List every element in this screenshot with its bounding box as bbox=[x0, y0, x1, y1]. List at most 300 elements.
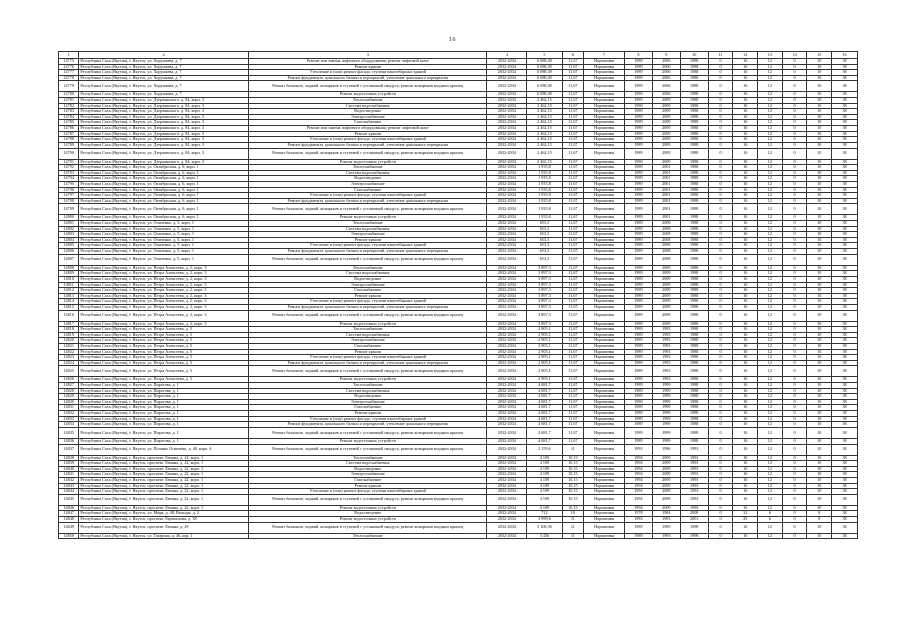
table-row bbox=[59, 533, 858, 539]
table-cell: 0 bbox=[708, 338, 733, 344]
table-cell: 32 bbox=[733, 511, 758, 517]
table-cell: 14814 bbox=[59, 299, 79, 305]
table-cell: Ремонт водосточных устройств bbox=[249, 517, 487, 523]
table-cell: 1988 bbox=[680, 170, 708, 176]
table-cell: 12 bbox=[758, 137, 783, 143]
table-cell: 38 bbox=[832, 92, 858, 98]
table-cell: 14838 bbox=[59, 455, 79, 461]
table-cell: 12 bbox=[758, 288, 783, 294]
table-cell: 12 bbox=[758, 243, 783, 249]
table-cell: Республика Саха (Якутия), г. Якутск, ул. Октябрьская, д. 6, корп. 1 bbox=[79, 198, 249, 204]
table-cell: 38 bbox=[832, 327, 858, 333]
table-cell: 0 bbox=[782, 282, 807, 288]
table-cell: Нормативн bbox=[584, 377, 625, 383]
table-cell: 0 bbox=[708, 355, 733, 361]
table-cell: 14791 bbox=[59, 159, 79, 165]
column-header: 11 bbox=[708, 52, 733, 59]
table-cell: 2032-2034 bbox=[487, 489, 527, 495]
table-cell: Теплоснабжение bbox=[249, 533, 487, 539]
table-cell: 10 bbox=[807, 276, 832, 282]
table-cell: Ремонт или замена лифтового оборудования, ремонт лифтовой шахт bbox=[249, 126, 487, 132]
table-cell: 2032-2034 bbox=[487, 159, 527, 165]
table-cell: 1988 bbox=[680, 165, 708, 171]
table-cell: 14836 bbox=[59, 438, 79, 444]
table-cell: 0 bbox=[708, 472, 733, 478]
table-cell: 38 bbox=[832, 114, 858, 120]
table-cell: 0 bbox=[782, 226, 807, 232]
table-cell: 2009 bbox=[652, 299, 680, 305]
table-cell: 12 bbox=[758, 193, 783, 199]
table-cell: 14846 bbox=[59, 505, 79, 511]
table-cell: 1988 bbox=[680, 327, 708, 333]
table-cell: 16 bbox=[733, 505, 758, 511]
table-cell: 1993 bbox=[652, 366, 680, 377]
table-cell: 2006 bbox=[652, 81, 680, 92]
table-cell: 1993 bbox=[652, 349, 680, 355]
table-cell: 0 bbox=[708, 148, 733, 159]
table-cell: 1988 bbox=[680, 360, 708, 366]
table-cell: 0 bbox=[708, 332, 733, 338]
table-cell: 38 bbox=[832, 165, 858, 171]
table-cell: 14788 bbox=[59, 137, 79, 143]
table-cell: 10 bbox=[807, 237, 832, 243]
table-cell: Нормативн bbox=[584, 276, 625, 282]
table-cell: 11,67 bbox=[562, 170, 583, 176]
table-cell: 0 bbox=[708, 81, 733, 92]
table-cell: 2032-2034 bbox=[487, 310, 527, 321]
table-cell: 1989 bbox=[624, 321, 652, 327]
table-cell: 38 bbox=[832, 299, 858, 305]
table-cell: 11 bbox=[562, 444, 583, 455]
table-cell: 1996 bbox=[652, 444, 680, 455]
table-cell: 1993 bbox=[680, 461, 708, 467]
table-cell: Теплоснабжение bbox=[249, 265, 487, 271]
table-cell: 10,15 bbox=[562, 461, 583, 467]
table-cell: Республика Саха (Якутия), г. Якутск, ул. Пирогова, д. 1 bbox=[79, 427, 249, 438]
table-cell: Республика Саха (Якутия), г. Якутск, проспект Ленина, д. 22, корп. 1 bbox=[79, 494, 249, 505]
table-cell: Нормативн bbox=[584, 232, 625, 238]
table-cell: 10 bbox=[807, 193, 832, 199]
table-cell: 14834 bbox=[59, 422, 79, 428]
table-cell: 0 bbox=[708, 198, 733, 204]
table-cell: Нормативн bbox=[584, 271, 625, 277]
table-cell: 0 bbox=[782, 137, 807, 143]
table-cell: 10 bbox=[807, 483, 832, 489]
table-cell: 11,67 bbox=[562, 193, 583, 199]
table-cell: 0 bbox=[708, 288, 733, 294]
table-cell: 2 905,1 bbox=[527, 338, 562, 344]
table-cell: 16 bbox=[733, 355, 758, 361]
table-cell: 1989 bbox=[624, 126, 652, 132]
table-cell: 1993 bbox=[680, 489, 708, 495]
table-cell: 8 bbox=[807, 511, 832, 517]
table-cell: 0 bbox=[782, 349, 807, 355]
table-cell: 11,67 bbox=[562, 148, 583, 159]
table-cell: 38 bbox=[832, 422, 858, 428]
table-cell: 16 bbox=[733, 377, 758, 383]
table-cell: 0 bbox=[782, 427, 807, 438]
table-cell: 0 bbox=[782, 265, 807, 271]
table-cell: 1993 bbox=[680, 455, 708, 461]
table-cell: 38 bbox=[832, 64, 858, 70]
table-cell: 2 905,1 bbox=[527, 349, 562, 355]
table-cell: 14781 bbox=[59, 98, 79, 104]
table-cell: Утепление и (или) ремонт фасада, ступени панелебарных зданий bbox=[249, 299, 487, 305]
table-cell: 1999 bbox=[652, 422, 680, 428]
table-cell: 1988 bbox=[680, 282, 708, 288]
table-cell: 14839 bbox=[59, 461, 79, 467]
table-cell: Республика Саха (Якутия), г. Якутск, ул. Петра Алексеева, д. 2, корп. 3 bbox=[79, 265, 249, 271]
table-cell: 10 bbox=[807, 427, 832, 438]
table-cell: 1989 bbox=[624, 366, 652, 377]
table-cell: 1988 bbox=[680, 193, 708, 199]
table-cell: 2009 bbox=[652, 276, 680, 282]
table-cell: 1988 bbox=[680, 131, 708, 137]
table-cell: 38 bbox=[832, 310, 858, 321]
table-cell: 12 bbox=[758, 282, 783, 288]
table-cell: 12 bbox=[758, 466, 783, 472]
table-cell: 11,67 bbox=[562, 394, 583, 400]
table-cell: 2032-2034 bbox=[487, 511, 527, 517]
table-cell: 38 bbox=[832, 304, 858, 310]
table-cell: Нормативн bbox=[584, 522, 625, 533]
table-cell: 12 bbox=[758, 455, 783, 461]
table-cell: 2032-2034 bbox=[487, 377, 527, 383]
table-cell: 6 088,49 bbox=[527, 59, 562, 65]
table-cell: Теплоснабжение bbox=[249, 98, 487, 104]
table-cell: 2032-2034 bbox=[487, 394, 527, 400]
table-cell: 0 bbox=[708, 321, 733, 327]
table-cell: Республика Саха (Якутия), г. Якутск, ул. Дзержинского, д. 84, корп. 3 bbox=[79, 120, 249, 126]
table-cell: 1989 bbox=[624, 327, 652, 333]
table-cell: 12 bbox=[758, 394, 783, 400]
table-cell: 38 bbox=[832, 416, 858, 422]
table-cell: 1999 bbox=[652, 405, 680, 411]
table-cell: 12 bbox=[758, 59, 783, 65]
table-cell: 11,67 bbox=[562, 92, 583, 98]
table-cell: Республика Саха (Якутия), г. Якутск, ул. Петра Алексеева, д. 5 bbox=[79, 343, 249, 349]
table-cell: 38 bbox=[832, 511, 858, 517]
column-header: 6 bbox=[562, 52, 583, 59]
table-cell: Нормативн bbox=[584, 92, 625, 98]
table-cell: Газоснабжение bbox=[249, 187, 487, 193]
table-cell: Нормативн bbox=[584, 103, 625, 109]
table-cell: 1989 bbox=[624, 254, 652, 265]
table-cell: 1993 bbox=[680, 472, 708, 478]
table-cell: 2008 bbox=[652, 249, 680, 255]
table-cell: 0 bbox=[782, 165, 807, 171]
table-cell: 1989 bbox=[624, 416, 652, 422]
table-cell: Республика Саха (Якутия), г. Якутск, ул. Петра Алексеева, д. 2, корп. 3 bbox=[79, 293, 249, 299]
table-cell: Утепление и (или) ремонт фасада, ступени панелебарных зданий bbox=[249, 137, 487, 143]
table-cell: Нормативн bbox=[584, 422, 625, 428]
table-cell: 38 bbox=[832, 332, 858, 338]
table-cell: 0 bbox=[782, 310, 807, 321]
table-cell: 16 bbox=[733, 159, 758, 165]
table-cell: 10 bbox=[807, 383, 832, 389]
table-cell: 1989 bbox=[624, 427, 652, 438]
table-cell: 6 088,49 bbox=[527, 70, 562, 76]
table-cell: 2032-2034 bbox=[487, 494, 527, 505]
table-cell: 12 bbox=[758, 494, 783, 505]
table-cell: 10 bbox=[807, 226, 832, 232]
table-cell: Ремонт водосточных устройств bbox=[249, 505, 487, 511]
table-cell: 14841 bbox=[59, 472, 79, 478]
table-cell: Республика Саха (Якутия), г. Якутск, ул. Петра Алексеева, д. 2, корп. 3 bbox=[79, 304, 249, 310]
table-cell: 1989 bbox=[624, 170, 652, 176]
table-cell: 2 462,15 bbox=[527, 103, 562, 109]
table-cell: 16 bbox=[733, 394, 758, 400]
table-cell: Система водоснабжения bbox=[249, 388, 487, 394]
table-cell: 1994 bbox=[624, 505, 652, 511]
table-cell: 12 bbox=[758, 321, 783, 327]
table-cell: 11 bbox=[562, 522, 583, 533]
table-cell: 0 bbox=[708, 522, 733, 533]
table-cell: Республика Саха (Якутия), г. Якутск, ул. Октябрьская, д. 6, корп. 1 bbox=[79, 181, 249, 187]
table-cell: 1994 bbox=[624, 494, 652, 505]
table-row bbox=[59, 204, 858, 215]
table-cell: 12 bbox=[758, 299, 783, 305]
table-cell: Нормативн bbox=[584, 126, 625, 132]
table-cell: 1993 bbox=[680, 494, 708, 505]
table-cell: 1988 bbox=[680, 221, 708, 227]
table-cell: 1 935,8 bbox=[527, 181, 562, 187]
column-header: 1 bbox=[59, 52, 79, 59]
table-cell: Нормативн bbox=[584, 310, 625, 321]
table-cell: 12 bbox=[758, 215, 783, 221]
table-cell: 11,67 bbox=[562, 288, 583, 294]
table-cell: 1993 bbox=[680, 444, 708, 455]
table-cell: 12 bbox=[758, 422, 783, 428]
table-cell: 10,15 bbox=[562, 455, 583, 461]
table-cell: 0 bbox=[782, 517, 807, 523]
table-cell: Электроснабжение bbox=[249, 282, 487, 288]
table-cell: 14847 bbox=[59, 511, 79, 517]
table-cell: 14792 bbox=[59, 165, 79, 171]
table-cell: Нормативн bbox=[584, 204, 625, 215]
table-cell: 653,3 bbox=[527, 221, 562, 227]
table-cell: Ремонт балконов, лоджий, козырьков и ступеней с установкой пандуса, ремонт козырьков входных крылец bbox=[249, 366, 487, 377]
table-cell: 1989 bbox=[624, 109, 652, 115]
table-cell: 12 bbox=[758, 148, 783, 159]
table-cell: Ремонт водосточных устройств bbox=[249, 377, 487, 383]
table-cell: Нормативн bbox=[584, 461, 625, 467]
table-cell: 11,67 bbox=[562, 405, 583, 411]
table-cell: 11,67 bbox=[562, 366, 583, 377]
column-header: 15 bbox=[807, 52, 832, 59]
table-cell: 10 bbox=[807, 494, 832, 505]
table-cell: 0 bbox=[708, 494, 733, 505]
table-cell: 16 bbox=[733, 427, 758, 438]
table-cell: Республика Саха (Якутия), г. Якутск, ул. Октябрьская, д. 6, корп. 1 bbox=[79, 215, 249, 221]
table-cell: Республика Саха (Якутия), г. Якутск, ул. Петра Алексеева, д. 2, корп. 3 bbox=[79, 282, 249, 288]
table-cell: 38 bbox=[832, 187, 858, 193]
table-cell: Республика Саха (Якутия), г. Якутск, проспект Ленина, д. 22, корп. 1 bbox=[79, 489, 249, 495]
table-cell: 2009 bbox=[652, 120, 680, 126]
table-cell: Нормативн bbox=[584, 148, 625, 159]
table-cell: 653,3 bbox=[527, 226, 562, 232]
table-cell: 10 bbox=[807, 399, 832, 405]
table-cell: Ремонт или замена лифтового оборудования, ремонт лифтовой шахт bbox=[249, 59, 487, 65]
table-cell: 0 bbox=[782, 126, 807, 132]
table-cell: 0 bbox=[782, 343, 807, 349]
table-cell: 10 bbox=[807, 120, 832, 126]
table-cell: 1993 bbox=[624, 444, 652, 455]
table-cell: Нормативн bbox=[584, 360, 625, 366]
table-cell: 1989 bbox=[624, 388, 652, 394]
table-cell: 2032-2034 bbox=[487, 472, 527, 478]
table-cell: Нормативн bbox=[584, 64, 625, 70]
table-cell: Республика Саха (Якутия), г. Якутск, ул. Петра Алексеева, д. 2, корп. 3 bbox=[79, 321, 249, 327]
table-cell: Республика Саха (Якутия), г. Якутск, ул. Хорунжева, д. 7 bbox=[79, 81, 249, 92]
table-cell: 1993 bbox=[652, 377, 680, 383]
table-cell: 2 462,15 bbox=[527, 131, 562, 137]
table-cell: 38 bbox=[832, 159, 858, 165]
table-cell: 1989 bbox=[624, 237, 652, 243]
table-cell: 4 681,7 bbox=[527, 422, 562, 428]
table-cell: 12 bbox=[758, 327, 783, 333]
table-cell: 2009 bbox=[652, 494, 680, 505]
table-cell: 2032-2034 bbox=[487, 399, 527, 405]
table-cell: 2006 bbox=[652, 64, 680, 70]
table-cell: 12 bbox=[758, 249, 783, 255]
table-cell: 1989 bbox=[624, 181, 652, 187]
table-cell: 38 bbox=[832, 455, 858, 461]
table-cell: 12 bbox=[758, 170, 783, 176]
table-cell: 1994 bbox=[624, 455, 652, 461]
table-cell: 38 bbox=[832, 98, 858, 104]
table-cell: 0 bbox=[782, 75, 807, 81]
table-cell: 2001 bbox=[680, 517, 708, 523]
table-cell: 2008 bbox=[652, 243, 680, 249]
table-cell: 2032-2034 bbox=[487, 265, 527, 271]
table-cell: Утепление и (или) ремонт фасада, ступени панелебарных зданий bbox=[249, 416, 487, 422]
table-cell: 2032-2034 bbox=[487, 455, 527, 461]
table-cell: 1999 bbox=[652, 388, 680, 394]
table-cell: 0 bbox=[782, 276, 807, 282]
table-cell: 12 bbox=[758, 427, 783, 438]
table-cell: Республика Саха (Якутия), г. Якутск, ул. Гагарина, д. 46, кор. 1 bbox=[79, 533, 249, 539]
table-cell: 12 bbox=[758, 338, 783, 344]
table-cell: 0 bbox=[708, 215, 733, 221]
table-cell: 653,3 bbox=[527, 249, 562, 255]
table-cell: Республика Саха (Якутия), г. Якутск, ул. Дзержинского, д. 84, корп. 3 bbox=[79, 159, 249, 165]
table-cell: 38 bbox=[832, 394, 858, 400]
table-cell: 10 bbox=[807, 461, 832, 467]
table-cell: 10 bbox=[807, 204, 832, 215]
table-cell: 2009 bbox=[652, 293, 680, 299]
table-cell: 14804 bbox=[59, 237, 79, 243]
table-cell: 14776 bbox=[59, 64, 79, 70]
table-cell: Нормативн bbox=[584, 444, 625, 455]
table-cell: 4 681,7 bbox=[527, 388, 562, 394]
table-cell: 1988 bbox=[680, 126, 708, 132]
table-cell: 11,67 bbox=[562, 271, 583, 277]
table-cell: 12 bbox=[758, 226, 783, 232]
table-cell: 14796 bbox=[59, 187, 79, 193]
table-cell: 10 bbox=[807, 254, 832, 265]
table-cell: 16 bbox=[733, 81, 758, 92]
table-cell: Ремонт водосточных устройств bbox=[249, 159, 487, 165]
table-cell: 0 bbox=[782, 81, 807, 92]
table-cell: 0 bbox=[782, 232, 807, 238]
table-cell: 2032-2034 bbox=[487, 142, 527, 148]
table-cell: 16 bbox=[733, 142, 758, 148]
table-cell: 0 bbox=[782, 237, 807, 243]
table-cell: 10 bbox=[807, 232, 832, 238]
table-cell: Республика Саха (Якутия), г. Якутск, ул. Пирогова, д. 1 bbox=[79, 438, 249, 444]
table-cell: 1989 bbox=[624, 299, 652, 305]
table-cell: 0 bbox=[782, 466, 807, 472]
table-cell: 2032-2034 bbox=[487, 299, 527, 305]
table-cell: 16 bbox=[733, 338, 758, 344]
table-cell: Нормативн bbox=[584, 98, 625, 104]
table-cell: 11,67 bbox=[562, 427, 583, 438]
table-cell: 1988 bbox=[680, 304, 708, 310]
table-cell: 1989 bbox=[624, 142, 652, 148]
table-cell: 1989 bbox=[624, 438, 652, 444]
table-cell: 2032-2034 bbox=[487, 271, 527, 277]
table-cell: 12 bbox=[758, 332, 783, 338]
table-cell: 2032-2034 bbox=[487, 282, 527, 288]
table-cell: 4 109 bbox=[527, 483, 562, 489]
table-cell: 16 bbox=[733, 254, 758, 265]
table-cell: 14802 bbox=[59, 226, 79, 232]
table-cell: Ремонт крыши bbox=[249, 483, 487, 489]
table-cell: 16 bbox=[733, 148, 758, 159]
table-cell: 2032-2034 bbox=[487, 126, 527, 132]
table-cell: 3 897,3 bbox=[527, 310, 562, 321]
table-cell: Нормативн bbox=[584, 411, 625, 417]
table-cell: Ремонт балконов, лоджий, козырьков и ступеней с установкой пандуса, ремонт козырьков входных крылец bbox=[249, 444, 487, 455]
table-cell: 16 bbox=[733, 304, 758, 310]
table-cell: 12 bbox=[758, 98, 783, 104]
table-cell: 12 bbox=[758, 477, 783, 483]
table-cell: 38 bbox=[832, 249, 858, 255]
table-cell: Нормативн bbox=[584, 399, 625, 405]
table-cell: 0 bbox=[782, 64, 807, 70]
table-row bbox=[59, 366, 858, 377]
table-cell: 4 109 bbox=[527, 489, 562, 495]
table-cell: Республика Саха (Якутия), г. Якутск, ул. Петра Алексеева, д. 2, корп. 3 bbox=[79, 271, 249, 277]
table-cell: 1989 bbox=[624, 198, 652, 204]
table-cell: Республика Саха (Якутия), г. Якутск, проспект Ленина, д. 22, корп. 1 bbox=[79, 505, 249, 511]
table-cell: Нормативн bbox=[584, 394, 625, 400]
table-cell: 1988 bbox=[680, 109, 708, 115]
table-cell: Республика Саха (Якутия), г. Якутск, проспект Ленина, д. 22, корп. 1 bbox=[79, 455, 249, 461]
table-cell: 0 bbox=[708, 360, 733, 366]
table-cell: 10 bbox=[807, 103, 832, 109]
table-cell: Теплоснабжение bbox=[249, 455, 487, 461]
table-cell: 16 bbox=[733, 265, 758, 271]
table-cell: 2001 bbox=[652, 215, 680, 221]
table-cell: 0 bbox=[782, 193, 807, 199]
table-cell: 0 bbox=[708, 187, 733, 193]
table-cell: 2008 bbox=[652, 226, 680, 232]
table-cell: 0 bbox=[782, 70, 807, 76]
table-cell: 0 bbox=[708, 310, 733, 321]
table-cell: Республика Саха (Якутия), г. Якутск, ул. Пирогова, д. 1 bbox=[79, 388, 249, 394]
column-header: 4 bbox=[487, 52, 527, 59]
table-cell: Водоотведение bbox=[249, 176, 487, 182]
table-cell: 14779 bbox=[59, 81, 79, 92]
table-cell: 1989 bbox=[624, 533, 652, 539]
table-cell: 2009 bbox=[652, 288, 680, 294]
table-cell: Нормативн bbox=[584, 477, 625, 483]
table-cell: Республика Саха (Якутия), г. Якутск, ул. Петра Алексеева, д. 5 bbox=[79, 349, 249, 355]
table-cell: Республика Саха (Якутия), г. Якутск, ул. Октябрьская, д. 6, корп. 1 bbox=[79, 193, 249, 199]
table-cell: 14797 bbox=[59, 193, 79, 199]
